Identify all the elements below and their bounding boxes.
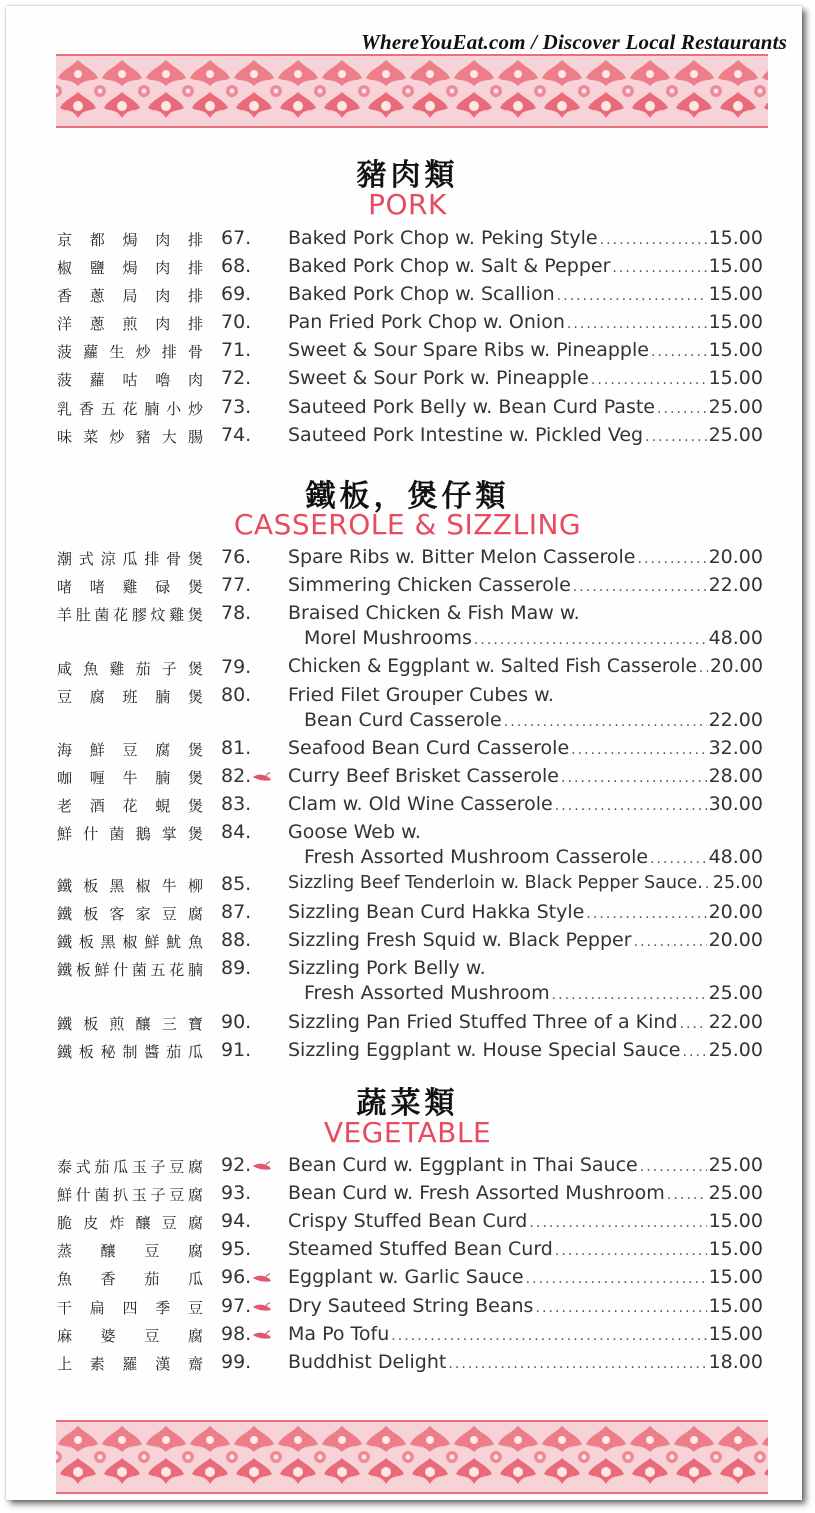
section-title-vegetable: VEGETABLE (323, 1116, 492, 1149)
menu-item-chinese-name: 泰式茄瓜玉子豆腐 (57, 1158, 203, 1176)
menu-item (0, 873, 815, 899)
menu-item-chinese-name: 味菜炒豬大腸 (57, 428, 203, 446)
menu-item-number (221, 311, 251, 333)
menu-item-name: Eggplant w. Garlic Sauce (288, 1266, 524, 1288)
menu-item-name-line (288, 574, 763, 596)
menu-item-number-text: 92. (221, 1154, 252, 1176)
dot-leader (637, 551, 706, 567)
dot-leader (612, 260, 706, 276)
menu-item (0, 1266, 815, 1292)
menu-item-name: Sizzling Eggplant w. House Special Sauce (288, 1039, 681, 1061)
lace-pattern-bottom (56, 1422, 768, 1492)
menu-item (0, 255, 815, 281)
menu-item-chinese-name: 鮮什菌鵝掌煲 (57, 825, 203, 843)
menu-item-chinese-name: 麻婆豆腐 (57, 1327, 203, 1345)
menu-item (0, 957, 815, 1004)
menu-item-price: 25.00 (708, 424, 763, 446)
menu-item (0, 339, 815, 365)
menu-item-number (221, 793, 251, 815)
menu-item-name-line (288, 873, 763, 893)
dot-leader (651, 344, 707, 360)
menu-item-name-line (288, 1210, 763, 1232)
menu-item-number-text: 81. (221, 737, 252, 759)
menu-item-number (221, 1182, 251, 1204)
menu-item-number-text: 94. (221, 1210, 252, 1232)
menu-item-price: 20.00 (708, 901, 763, 923)
menu-item-chinese-name: 洋蔥煎肉排 (57, 315, 203, 333)
menu-item-name-line (288, 1154, 763, 1176)
menu-item-name: Dry Sauteed String Beans (288, 1295, 534, 1317)
menu-item-number (221, 901, 251, 923)
menu-item-price: 25.00 (712, 873, 763, 893)
menu-item-price: 20.00 (708, 929, 763, 951)
section-title-pork: PORK (368, 188, 447, 221)
menu-item-name-continued: Bean Curd Casserole (304, 709, 502, 731)
menu-item-price: 15.00 (708, 283, 763, 305)
menu-item-chinese-name: 啫啫雞碌煲 (57, 578, 203, 596)
menu-item-name-line (288, 957, 763, 979)
menu-item (0, 1323, 815, 1349)
menu-item-name-line (288, 546, 763, 568)
menu-item (0, 367, 815, 393)
menu-item-name-line (288, 396, 763, 418)
menu-item (0, 821, 815, 868)
menu-item-number (221, 396, 251, 418)
menu-item-number (221, 1210, 251, 1232)
dot-leader (667, 1187, 707, 1203)
menu-item (0, 1154, 815, 1180)
menu-item-number (221, 339, 251, 361)
section-title-casserole-chinese: 鐵板，煲仔類 (305, 479, 510, 514)
menu-item-name-line (288, 339, 763, 361)
menu-item-price: 18.00 (708, 1351, 763, 1373)
menu-item (0, 901, 815, 927)
menu-item-number (221, 765, 272, 787)
menu-item-chinese-name: 海鮮豆腐煲 (57, 741, 203, 759)
menu-item (0, 1351, 815, 1377)
menu-item (0, 929, 815, 955)
menu-item-number (221, 1295, 272, 1317)
dot-leader (634, 934, 707, 950)
menu-item-name: Simmering Chicken Casserole (288, 574, 571, 596)
menu-item-name-line (288, 1266, 763, 1288)
menu-item (0, 1295, 815, 1321)
menu-item (0, 311, 815, 337)
menu-item-chinese-name: 豆腐班腩煲 (57, 688, 203, 706)
menu-item-number (221, 283, 251, 305)
menu-item (0, 1039, 815, 1065)
decorative-border-top (56, 54, 768, 128)
site-header-text[interactable]: WhereYouEat.com / Discover Local Restaurants (361, 30, 787, 54)
menu-item-name: Bean Curd w. Eggplant in Thai Sauce (288, 1154, 638, 1176)
menu-item-name: Steamed Stuffed Bean Curd (288, 1238, 553, 1260)
menu-item-number (221, 227, 251, 249)
menu-item-name-line (288, 602, 763, 624)
menu-item-chinese-name: 鐵板客家豆腐 (57, 905, 203, 923)
menu-item-name: Ma Po Tofu (288, 1323, 390, 1345)
menu-item-number-text: 74. (221, 424, 252, 446)
menu-item-number-text: 69. (221, 283, 252, 305)
menu-item-price: 48.00 (708, 846, 763, 868)
section-title-pork-chinese: 豬肉類 (356, 158, 459, 193)
decorative-border-bottom (56, 1420, 768, 1494)
menu-item-name-continued: Fresh Assorted Mushroom (304, 982, 550, 1004)
dot-leader (535, 1300, 706, 1316)
menu-item-name-line (288, 1295, 763, 1317)
menu-item-number-text: 93. (221, 1182, 252, 1204)
spicy-chili-icon (252, 772, 272, 782)
menu-item-number-text: 78. (221, 602, 252, 624)
menu-item-name-continued: Fresh Assorted Mushroom Casserole (304, 846, 649, 868)
menu-item-number-text: 68. (221, 255, 252, 277)
spicy-chili-icon (252, 1302, 272, 1312)
dot-leader (657, 401, 707, 417)
menu-item-number-text: 72. (221, 367, 252, 389)
menu-item-chinese-name: 鐵板黑椒牛柳 (57, 877, 203, 895)
menu-item-price: 25.00 (708, 982, 763, 1004)
menu-item-number (221, 1266, 272, 1288)
menu-item-number (221, 821, 251, 843)
menu-item-chinese-name: 老酒花蜆煲 (57, 797, 203, 815)
menu-item-number (221, 602, 251, 624)
menu-item-chinese-name: 蒸釀豆腐 (57, 1242, 203, 1260)
dot-leader (526, 1271, 707, 1287)
menu-item-name-line (288, 227, 763, 249)
menu-item-name-line-2 (304, 846, 763, 868)
dot-leader (552, 987, 707, 1003)
dot-leader (555, 1243, 707, 1259)
menu-item-name: Sauteed Pork Intestine w. Pickled Veg (288, 424, 644, 446)
menu-item-name: Goose Web w. (288, 821, 421, 843)
menu-item (0, 574, 815, 600)
menu-item-name: Baked Pork Chop w. Scallion (288, 283, 555, 305)
menu-item-number (221, 684, 251, 706)
menu-item-number (221, 424, 251, 446)
menu-item-number (221, 1351, 251, 1373)
menu-item-number (221, 656, 251, 678)
menu-item-name-line (288, 1039, 763, 1061)
dot-leader (640, 1159, 707, 1175)
dot-leader (680, 1016, 707, 1032)
menu-item (0, 546, 815, 572)
menu-item-price: 28.00 (708, 765, 763, 787)
menu-item-number (221, 1154, 272, 1176)
menu-item-number-text: 85. (221, 873, 252, 895)
menu-item-number-text: 88. (221, 929, 252, 951)
menu-item-number (221, 957, 251, 979)
menu-item-name: Chicken & Eggplant w. Salted Fish Casserole (288, 656, 697, 677)
menu-item-number-text: 70. (221, 311, 252, 333)
menu-item (0, 793, 815, 819)
dot-leader (591, 372, 707, 388)
dot-leader (645, 429, 706, 445)
menu-item-price: 22.00 (708, 1011, 763, 1033)
menu-item-chinese-name: 菠蘿咕嚕肉 (57, 371, 203, 389)
menu-item-name: Curry Beef Brisket Casserole (288, 765, 559, 787)
menu-item (0, 227, 815, 253)
menu-item-name-line (288, 765, 763, 787)
menu-item-name: Pan Fried Pork Chop w. Onion (288, 311, 565, 333)
menu-item-name: Buddhist Delight (288, 1351, 447, 1373)
menu-item-name: Sizzling Pan Fried Stuffed Three of a Kind (288, 1011, 678, 1033)
menu-item-name-line (288, 901, 763, 923)
menu-item-price: 15.00 (708, 1210, 763, 1232)
menu-item-number-text: 82. (221, 765, 252, 787)
menu-item-price: 25.00 (708, 1039, 763, 1061)
section-title-vegetable-chinese: 蔬菜類 (356, 1086, 459, 1121)
menu-item-price: 15.00 (708, 311, 763, 333)
menu-item-name: Crispy Stuffed Bean Curd (288, 1210, 528, 1232)
menu-item-name-line (288, 684, 763, 706)
lace-pattern-top (56, 56, 768, 126)
menu-item-name: Braised Chicken & Fish Maw w. (288, 602, 580, 624)
menu-item-price: 15.00 (708, 1238, 763, 1260)
menu-item-name-line (288, 929, 763, 951)
menu-item-number-text: 90. (221, 1011, 252, 1033)
menu-item (0, 765, 815, 791)
menu-item-number-text: 96. (221, 1266, 252, 1288)
menu-item-chinese-name: 椒鹽焗肉排 (57, 259, 203, 277)
menu-item-price: 15.00 (708, 1323, 763, 1345)
menu-item-chinese-name: 上素羅漢齋 (57, 1355, 203, 1373)
menu-item-chinese-name: 鐵板秘制醬茄瓜 (57, 1043, 203, 1061)
menu-item (0, 737, 815, 763)
menu-item-number (221, 255, 251, 277)
menu-item-name: Sizzling Beef Tenderloin w. Black Pepper Sauce. (288, 873, 703, 893)
menu-item (0, 1238, 815, 1264)
dot-leader (504, 714, 707, 730)
menu-item-number (221, 1039, 251, 1061)
menu-item-name-continued: Morel Mushrooms (304, 627, 472, 649)
dot-leader (474, 632, 707, 648)
menu-item-chinese-name: 菠蘿生炒排骨 (57, 343, 203, 361)
menu-item-name: Baked Pork Chop w. Peking Style (288, 227, 598, 249)
menu-item-number-text: 83. (221, 793, 252, 815)
spicy-chili-icon (252, 1330, 272, 1340)
menu-item-name: Bean Curd w. Fresh Assorted Mushroom (288, 1182, 665, 1204)
menu-item-name: Sizzling Bean Curd Hakka Style (288, 901, 585, 923)
menu-item-chinese-name: 鐵板黑椒鮮魷魚 (57, 933, 203, 951)
menu-item-number-text: 77. (221, 574, 252, 596)
menu-item-number (221, 873, 251, 895)
menu-item (0, 684, 815, 731)
menu-item-number-text: 98. (221, 1323, 252, 1345)
menu-item-number (221, 737, 251, 759)
menu-item-number-text: 71. (221, 339, 252, 361)
menu-item-number (221, 1011, 251, 1033)
dot-leader (567, 316, 707, 332)
menu-item-chinese-name: 京都焗肉排 (57, 231, 203, 249)
menu-item-name: Sizzling Fresh Squid w. Black Pepper (288, 929, 632, 951)
dot-leader (586, 906, 706, 922)
menu-item-name-line-2 (304, 709, 763, 731)
menu-item (0, 424, 815, 450)
dot-leader (391, 1328, 706, 1344)
menu-item-name-line (288, 737, 763, 759)
menu-item-name-line (288, 656, 763, 677)
menu-item-number-text: 79. (221, 656, 252, 678)
menu-item-name-line (288, 1182, 763, 1204)
menu-item-name-line-2 (304, 627, 763, 649)
menu-item (0, 1011, 815, 1037)
spicy-chili-icon (252, 1161, 272, 1171)
menu-item-chinese-name: 魚香茄瓜 (57, 1270, 203, 1288)
menu-item-price: 32.00 (708, 737, 763, 759)
dot-leader (650, 851, 707, 867)
menu-item-name: Sweet & Sour Pork w. Pineapple (288, 367, 589, 389)
menu-item-number (221, 1238, 251, 1260)
dot-leader (561, 770, 707, 786)
menu-item-chinese-name: 潮式涼瓜排骨煲 (57, 550, 203, 568)
menu-item-price: 30.00 (708, 793, 763, 815)
dot-leader (529, 1215, 706, 1231)
menu-item-name-line-2 (304, 982, 763, 1004)
menu-item-name: Spare Ribs w. Bitter Melon Casserole (288, 546, 636, 568)
menu-item-name: Baked Pork Chop w. Salt & Pepper (288, 255, 611, 277)
menu-item-chinese-name: 鐵板鮮什菌五花腩 (57, 961, 203, 979)
menu-item-chinese-name: 干扁四季豆 (57, 1299, 203, 1317)
dot-leader (573, 579, 707, 595)
menu-item-number-text: 89. (221, 957, 252, 979)
menu-item-number-text: 97. (221, 1295, 252, 1317)
menu-item-name-line (288, 1351, 763, 1373)
menu-item-name-line (288, 311, 763, 333)
menu-item-chinese-name: 羊肚菌花膠炆雞煲 (57, 606, 203, 624)
menu-item-price: 15.00 (708, 367, 763, 389)
menu-item (0, 656, 815, 682)
menu-item-name: Seafood Bean Curd Casserole (288, 737, 570, 759)
menu-item-price: 20.00 (708, 546, 763, 568)
menu-item-chinese-name: 鐵板煎釀三寶 (57, 1015, 203, 1033)
menu-item-number-text: 76. (221, 546, 252, 568)
menu-item-number-text: 95. (221, 1238, 252, 1260)
menu-item (0, 1182, 815, 1208)
menu-item-name-line (288, 424, 763, 446)
menu-item-name-line (288, 793, 763, 815)
menu-item-price: 48.00 (708, 627, 763, 649)
menu-item-price: 15.00 (708, 339, 763, 361)
menu-item-name: Sauteed Pork Belly w. Bean Curd Paste (288, 396, 655, 418)
dot-leader (705, 876, 711, 892)
menu-item-price: 15.00 (708, 1266, 763, 1288)
menu-item-number-text: 91. (221, 1039, 252, 1061)
menu-item-number (221, 367, 251, 389)
dot-leader (571, 742, 706, 758)
menu-item-price: 20.00 (710, 656, 763, 677)
menu-item-number (221, 929, 251, 951)
menu-item-chinese-name: 咖喱牛腩煲 (57, 769, 203, 787)
menu-item-name: Sizzling Pork Belly w. (288, 957, 486, 979)
menu-item (0, 1210, 815, 1236)
menu-item-price: 15.00 (708, 227, 763, 249)
menu-item-price: 22.00 (708, 574, 763, 596)
menu-item-price: 15.00 (708, 255, 763, 277)
menu-item-name-line (288, 821, 763, 843)
menu-item-chinese-name: 脆皮炸釀豆腐 (57, 1214, 203, 1232)
menu-item-number (221, 546, 251, 568)
dot-leader (699, 660, 708, 676)
menu-item-name-line (288, 1323, 763, 1345)
spicy-chili-icon (252, 1273, 272, 1283)
menu-item-name-line (288, 1238, 763, 1260)
menu-item-number-text: 84. (221, 821, 252, 843)
menu-item-number-text: 99. (221, 1351, 252, 1373)
menu-item (0, 602, 815, 649)
menu-item-price: 25.00 (708, 1154, 763, 1176)
menu-item-number-text: 80. (221, 684, 252, 706)
menu-item (0, 396, 815, 422)
menu-item-number (221, 1323, 272, 1345)
menu-item-price: 15.00 (708, 1295, 763, 1317)
menu-item-price: 25.00 (708, 396, 763, 418)
dot-leader (600, 232, 707, 248)
menu-item-chinese-name: 鮮什菌扒玉子豆腐 (57, 1186, 203, 1204)
section-title-casserole: CASSEROLE & SIZZLING (233, 508, 582, 541)
menu-item-chinese-name: 咸魚雞茄子煲 (57, 660, 203, 678)
menu-item-name-line (288, 367, 763, 389)
dot-leader (448, 1356, 706, 1372)
menu-item-price: 25.00 (708, 1182, 763, 1204)
menu-item-name-line (288, 283, 763, 305)
menu-item-number-text: 67. (221, 227, 252, 249)
menu-item-number (221, 574, 251, 596)
menu-item-chinese-name: 香蔥局肉排 (57, 287, 203, 305)
menu-item-name: Clam w. Old Wine Casserole (288, 793, 553, 815)
menu-item-name: Sweet & Sour Spare Ribs w. Pineapple (288, 339, 649, 361)
menu-item (0, 283, 815, 309)
menu-item-price: 22.00 (708, 709, 763, 731)
dot-leader (557, 288, 707, 304)
dot-leader (682, 1044, 706, 1060)
dot-leader (555, 798, 707, 814)
menu-item-name-line (288, 1011, 763, 1033)
menu-item-name-line (288, 255, 763, 277)
menu-item-number-text: 87. (221, 901, 252, 923)
menu-item-number-text: 73. (221, 396, 252, 418)
menu-item-name: Fried Filet Grouper Cubes w. (288, 684, 554, 706)
menu-item-chinese-name: 乳香五花腩小炒 (57, 400, 203, 418)
